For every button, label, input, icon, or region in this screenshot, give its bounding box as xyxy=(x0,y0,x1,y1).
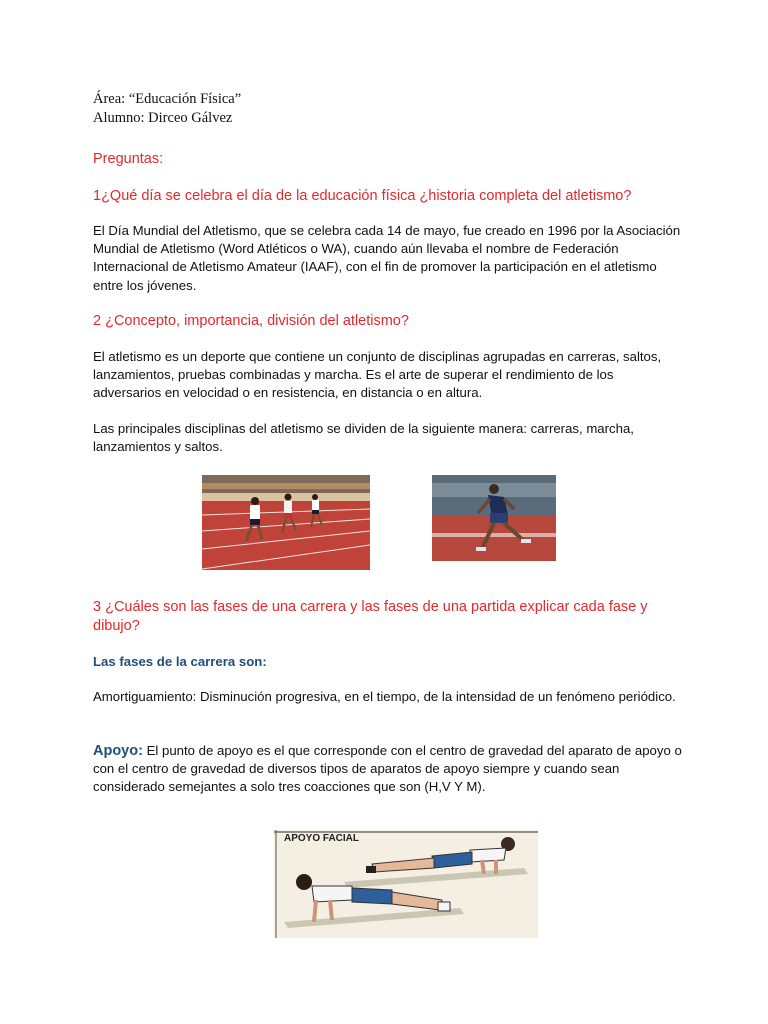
question-2-answer-2: Las principales disciplinas del atletismo se dividen de la siguiente manera: carreras, marcha, lanzamientos y saltos. xyxy=(93,421,634,455)
apoyo-paragraph xyxy=(93,742,683,797)
apoyo-label: Apoyo: xyxy=(93,743,143,759)
pushup-illustration xyxy=(274,830,538,938)
student-line: Alumno: Dirceo Gálvez xyxy=(93,110,233,126)
question-1-title: 1¿Qué día se celebra el día de la educación física ¿historia completa del atletismo? xyxy=(93,188,632,204)
question-2-answer-1: El atletismo es un deporte que contiene un conjunto de disciplinas agrupadas en carreras, saltos, lanzamientos, pruebas combinadas y marcha. Es el arte de superar el rendimiento de los adversarios en velocidad o en resistencia, en distancia o en altura. xyxy=(93,349,662,401)
sprinter-image xyxy=(432,475,556,561)
question-3-title: 3 ¿Cuáles son las fases de una carrera y las fases de una partida explicar cada fase y dibujo? xyxy=(93,599,648,634)
questions-title: Preguntas: xyxy=(93,151,164,167)
question-2-title: 2 ¿Concepto, importancia, división del atletismo? xyxy=(93,313,409,329)
sprinter-illustration xyxy=(432,475,556,561)
area-line: Área: “Educación Física” xyxy=(93,91,242,107)
phases-heading: Las fases de la carrera son: xyxy=(93,654,267,669)
amortiguamiento-paragraph: Amortiguamiento: Disminución progresiva, en el tiempo, de la intensidad de un fenómeno periódico. xyxy=(93,689,676,704)
apoyo-text: El punto de apoyo es el que corresponde con el centro de gravedad del aparato de apoyo o con el centro de gravedad de diversos tipos de aparatos de apoyo siempre y cuando sean considerado semejantes a solo tres coacciones que son (H,V Y M). xyxy=(93,743,682,795)
runners-track-illustration xyxy=(202,475,370,570)
question-1-answer: El Día Mundial del Atletismo, que se celebra cada 14 de mayo, fue creado en 1996 por la Asociación Mundial de Atletismo (Word Atléticos o WA), cuando aún llevaba el nombre de Federación Internacional de Atletismo Amateur (IAAF), con el fin de promover la participación en el atletismo entre los jóvenes. xyxy=(93,223,681,293)
pushup-drawing-image xyxy=(274,830,538,938)
runners-track-image xyxy=(202,475,370,570)
pushup-caption: APOYO FACIAL xyxy=(284,833,360,844)
